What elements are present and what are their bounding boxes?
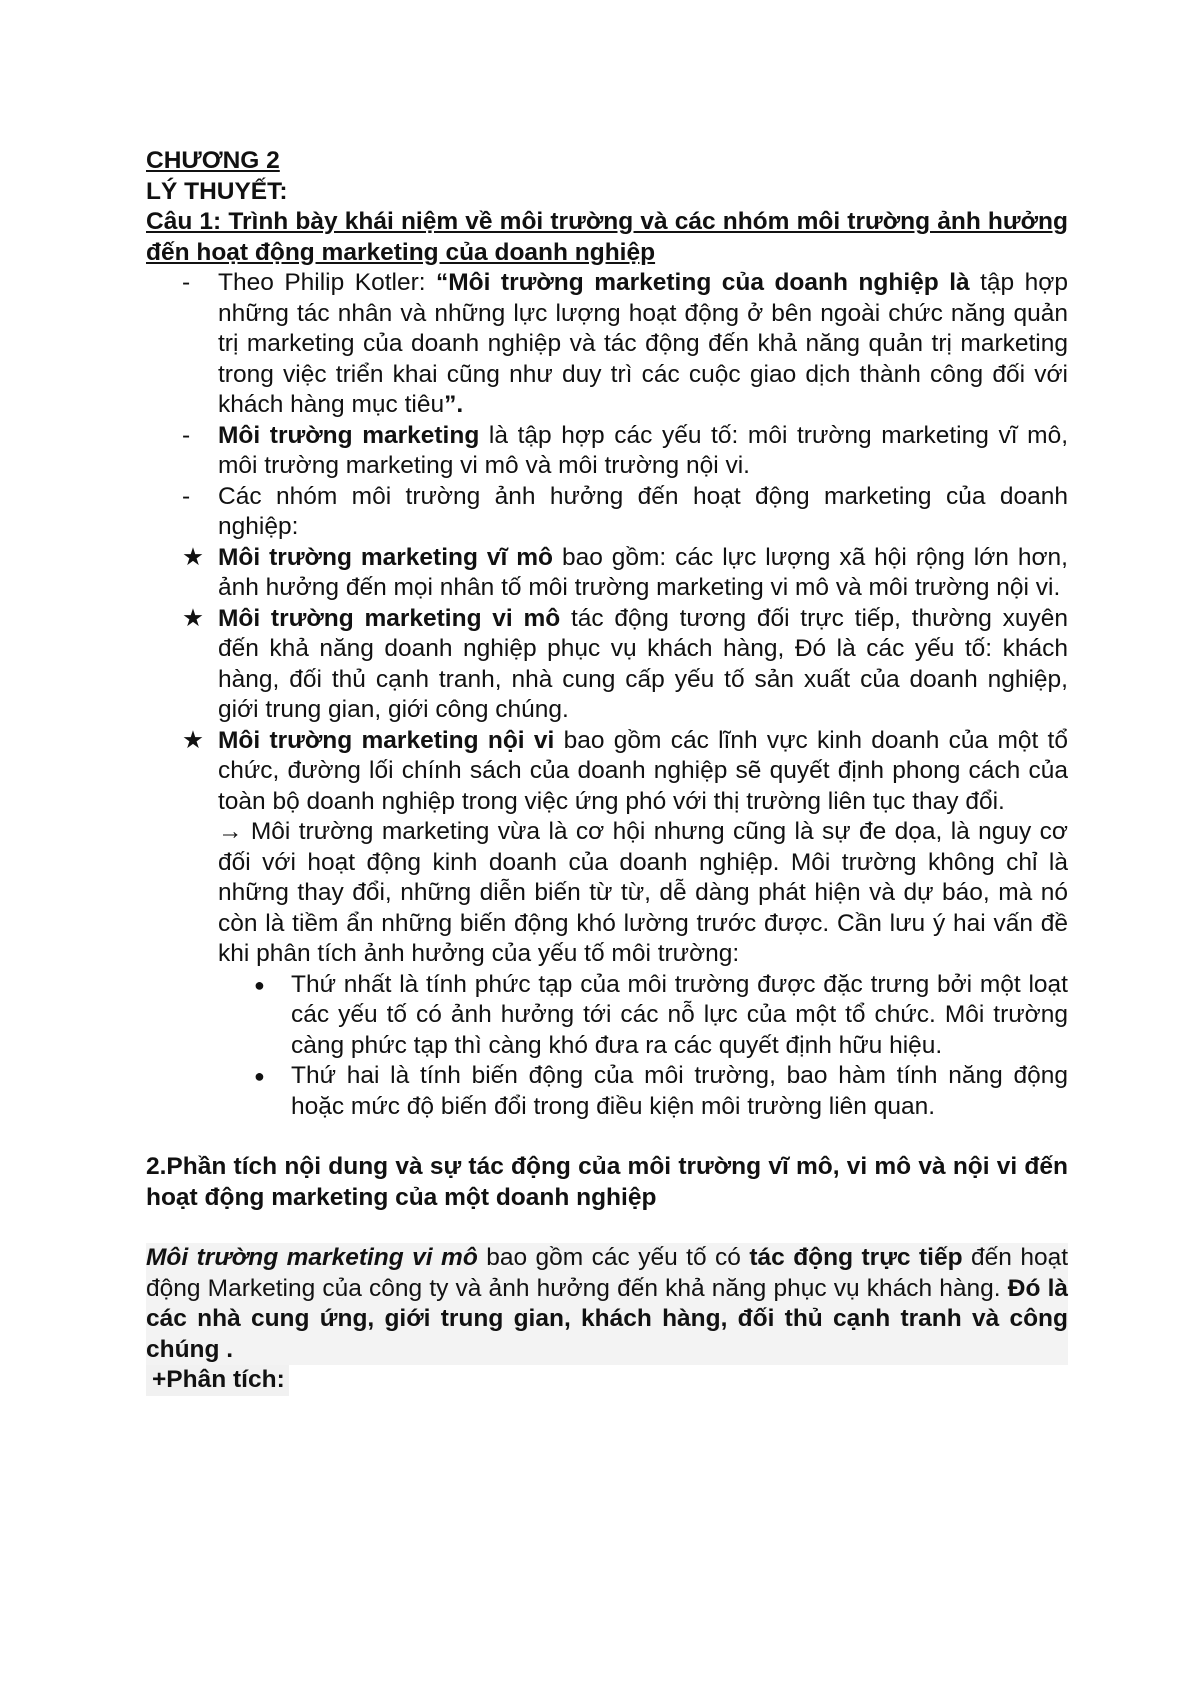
conclusion-text: Môi trường marketing vừa là cơ hội nhưng cũng là sự đe dọa, là nguy cơ đối với hoạt động kinh doanh của doanh nghiệp. Môi trường không chỉ là những thay đổi, những diễn biến từ từ, dễ dàng phát hiện và dự báo, mà nó còn là tiềm ẩn những biến động khó lường trước được. Cần lưu ý hai vấn đề khi phân tích ảnh hưởng của yếu tố môi trường: xyxy=(218,818,1068,967)
internal-bold: Môi trường marketing nội vi xyxy=(218,726,555,754)
dash-marker: - xyxy=(182,482,191,510)
dash-marker: - xyxy=(182,269,191,296)
dash-marker: - xyxy=(182,421,191,449)
bullet-dot-icon: ● xyxy=(254,974,265,995)
bullet-item-volatility xyxy=(146,1061,1068,1122)
definition-bold: “Môi trường marketing của doanh nghiệp là xyxy=(436,269,970,296)
macro-text: bao gồm: các lực lượng xã hội rộng lớn hơn, ảnh hưởng đến mọi nhân tố môi trường marketing vi mô và môi trường nội vi. xyxy=(218,543,1068,601)
internal-text: bao gồm các lĩnh vực kinh doanh của một tổ chức, đường lối chính sách của doanh nghiệp sẽ quyết định phong cách của toàn bộ doanh nghiệp trong việc ứng phó với thị trường liên tục thay đổi. xyxy=(218,726,1068,815)
section-2-heading: 2.Phần tích nội dung và sự tác động của môi trường vĩ mô, vi mô và nội vi đến hoạt động marketing của một doanh nghiệp xyxy=(146,1153,1068,1211)
complexity-text: Thứ nhất là tính phức tạp của môi trường được đặc trưng bởi một loạt các yếu tố có ảnh hưởng tới các nỗ lực của một tổ chức. Môi trường càng phức tạp thì càng khó đưa ra các quyết định hữu hiệu. xyxy=(291,970,1068,1059)
bullet-item-complexity xyxy=(146,970,1068,1062)
list-item-definition xyxy=(146,268,1068,421)
definition-end: ”. xyxy=(444,391,464,418)
analysis-label: +Phân tích: xyxy=(146,1365,289,1396)
micro-env-paragraph xyxy=(146,1243,1068,1365)
bullet-dot-icon: ● xyxy=(254,1066,265,1086)
star-icon: ★ xyxy=(182,604,204,632)
definition-text: tập hợp những tác nhân và những lực lượng hoạt động ở bên ngoài chức năng quản trị marketing của doanh nghiệp và tác động đến khả năng quản trị marketing trong việc triển khai cũng như duy trì các cuộc giao dịch thành công đối với khách hàng mục tiêu xyxy=(218,269,1068,418)
star-item-internal xyxy=(146,726,1068,818)
star-item-macro xyxy=(146,543,1068,604)
question-1-heading: Câu 1: Trình bày khái niệm về môi trường và các nhóm môi trường ảnh hưởng đến hoạt động marketing của doanh nghiệp xyxy=(146,208,1068,266)
env-groups-text: Các nhóm môi trường ảnh hưởng đến hoạt động marketing của doanh nghiệp: xyxy=(218,482,1068,540)
list-item-marketing-env xyxy=(146,421,1068,482)
volatility-text: Thứ hai là tính biến động của môi trường, bao hàm tính năng động hoặc mức độ biến đổi trong điều kiện môi trường liên quan. xyxy=(291,1062,1068,1120)
micro-env-text-2: đến hoạt động Marketing của công ty và ảnh hưởng đến khả năng phục vụ khách hàng. xyxy=(146,1244,1069,1302)
macro-bold: Môi trường marketing vĩ mô xyxy=(218,543,553,571)
micro-bold: Môi trường marketing vi mô xyxy=(218,604,561,632)
marketing-env-text: là tập hợp các yếu tố: môi trường marketing vĩ mô, môi trường marketing vi mô và môi trường nội vi. xyxy=(218,421,1068,479)
chapter-title: CHƯƠNG 2 xyxy=(146,147,280,174)
micro-env-title: Môi trường marketing vi mô xyxy=(146,1244,478,1271)
analysis-line xyxy=(146,1365,1068,1396)
arrow-icon: → xyxy=(218,818,243,845)
micro-env-bold-1: tác động trực tiếp xyxy=(749,1244,963,1271)
marketing-env-bold: Môi trường marketing xyxy=(218,421,480,449)
star-icon: ★ xyxy=(182,543,204,571)
micro-env-text-1: bao gồm các yếu tố có xyxy=(477,1244,750,1271)
definition-intro: Theo Philip Kotler: xyxy=(218,269,437,296)
micro-text: tác động tương đối trực tiếp, thường xuyên đến khả năng doanh nghiệp phục vụ khách hàng, Đó là các yếu tố: khách hàng, đối thủ cạnh tranh, nhà cung cấp yếu tố sản xuất của doanh nghiệp, giới trung gian, giới công chúng. xyxy=(218,604,1068,723)
star-icon: ★ xyxy=(182,726,204,754)
micro-env-bold-2: Đó là các nhà cung ứng, giới trung gian, khách hàng, đối thủ cạnh tranh và công chúng . xyxy=(146,1274,1068,1363)
star-item-micro xyxy=(146,604,1068,726)
conclusion-paragraph xyxy=(146,817,1068,970)
theory-heading: LÝ THUYẾT: xyxy=(146,177,288,205)
list-item-env-groups xyxy=(146,482,1068,543)
